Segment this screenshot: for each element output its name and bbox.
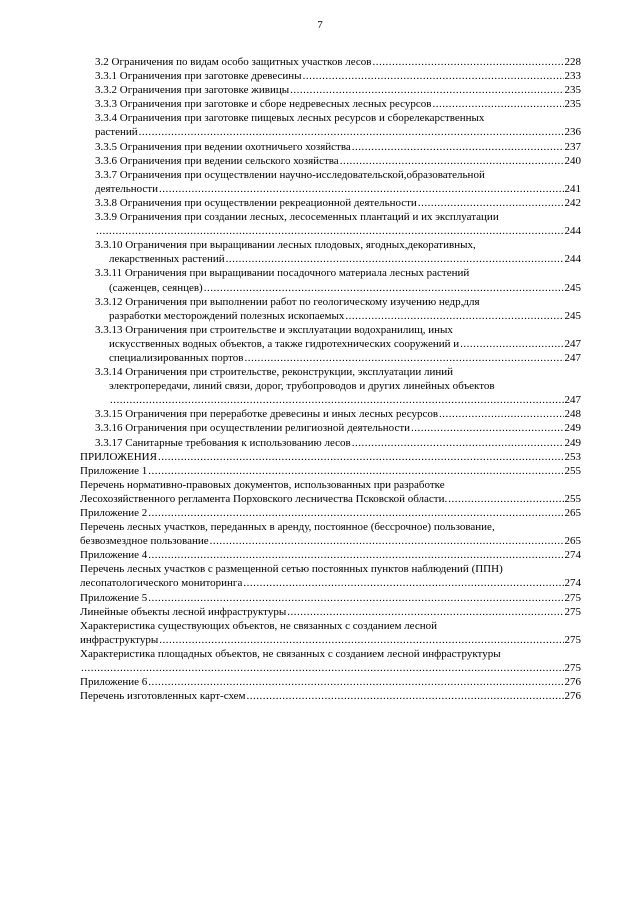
toc-entry-page: 274 bbox=[564, 549, 581, 562]
toc-entry-page: 244 bbox=[564, 225, 581, 238]
toc-entry-title: искусственных водных объектов, а также гидротехнических сооружений и bbox=[109, 337, 460, 350]
dot-leader bbox=[303, 69, 564, 83]
toc-entry bbox=[80, 421, 581, 435]
toc-entry bbox=[80, 576, 581, 590]
toc-entry bbox=[80, 407, 581, 421]
dot-leader bbox=[148, 506, 563, 520]
toc-entry-page: 247 bbox=[564, 351, 581, 364]
toc-entry bbox=[80, 506, 581, 520]
toc-entry-title: Приложение 4 bbox=[80, 549, 148, 562]
dot-leader bbox=[287, 605, 563, 619]
toc-entry-page: 276 bbox=[564, 676, 581, 689]
toc-entry bbox=[80, 365, 581, 379]
toc-entry bbox=[80, 478, 581, 492]
dot-leader bbox=[345, 309, 563, 323]
dot-leader bbox=[226, 252, 564, 266]
toc-entry-title: специализированных портов bbox=[109, 351, 244, 364]
toc-entry-title: Перечень изготовленных карт-схем bbox=[80, 690, 246, 703]
toc-entry bbox=[80, 140, 581, 154]
toc-entry bbox=[80, 450, 581, 464]
toc-entry-page: 255 bbox=[564, 464, 581, 477]
toc-entry-title: разработки месторождений полезных ископаемых bbox=[109, 309, 345, 322]
toc-entry bbox=[80, 464, 581, 478]
toc-entry-page: 237 bbox=[564, 140, 581, 153]
dot-leader bbox=[81, 661, 564, 675]
toc-entry-title: лекарственных растений bbox=[109, 253, 225, 266]
toc-entry-page: 248 bbox=[564, 408, 581, 421]
toc-entry-title: 3.3.12 Ограничения при выполнении работ по геологическому изучению недр,для bbox=[95, 295, 480, 308]
dot-leader bbox=[373, 55, 564, 69]
toc-entry-page: 275 bbox=[564, 605, 581, 618]
toc-entry bbox=[80, 562, 581, 576]
table-of-contents bbox=[80, 55, 581, 703]
dot-leader bbox=[244, 351, 563, 365]
toc-entry-title: Приложение 2 bbox=[80, 507, 148, 519]
dot-leader bbox=[418, 196, 564, 210]
toc-entry bbox=[80, 379, 581, 393]
dot-leader bbox=[439, 407, 563, 421]
toc-entry bbox=[80, 83, 581, 97]
toc-entry-page: 241 bbox=[564, 182, 581, 195]
toc-entry bbox=[80, 252, 581, 266]
toc-entry bbox=[80, 548, 581, 562]
toc-entry-page: 247 bbox=[564, 337, 581, 350]
toc-entry bbox=[80, 69, 581, 83]
toc-entry bbox=[80, 125, 581, 139]
toc-entry-title: 3.3.9 Ограничения при создании лесных, лесосеменных плантаций и их эксплуатации bbox=[95, 211, 499, 224]
dot-leader bbox=[352, 140, 564, 154]
toc-entry bbox=[80, 266, 581, 280]
toc-entry-page: 276 bbox=[564, 690, 581, 703]
dot-leader bbox=[411, 421, 563, 435]
dot-leader bbox=[432, 97, 563, 111]
toc-entry-page: 247 bbox=[564, 394, 581, 407]
toc-entry bbox=[80, 534, 581, 548]
toc-entry-page: 228 bbox=[564, 56, 581, 68]
toc-entry-page: 233 bbox=[564, 70, 581, 83]
dot-leader bbox=[148, 464, 563, 478]
dot-leader bbox=[247, 689, 564, 703]
dot-leader bbox=[340, 154, 564, 168]
toc-entry-title: (саженцев, сеянцев) bbox=[109, 281, 203, 294]
toc-entry-title: Приложение 1 bbox=[80, 464, 148, 477]
toc-entry-title: 3.3.1 Ограничения при заготовке древесины bbox=[95, 70, 302, 83]
toc-entry-title: 3.3.7 Ограничения при осуществлении научно-исследовательской,образовательной bbox=[95, 168, 485, 181]
dot-leader bbox=[148, 675, 563, 689]
toc-entry bbox=[80, 196, 581, 210]
toc-entry bbox=[80, 436, 581, 450]
toc-entry bbox=[80, 55, 581, 69]
toc-entry-title: 3.3.14 Ограничения при строительстве, реконструкции, эксплуатации линий bbox=[95, 366, 453, 379]
toc-entry-page: 265 bbox=[564, 507, 581, 519]
toc-entry-title: Перечень нормативно-правовых документов, использованных при разработке bbox=[80, 478, 445, 491]
dot-leader bbox=[290, 83, 563, 97]
dot-leader bbox=[159, 633, 563, 647]
page-number: 7 bbox=[317, 19, 323, 31]
toc-entry-page: 275 bbox=[564, 662, 581, 675]
toc-entry-page: 253 bbox=[564, 450, 581, 463]
toc-entry-title: 3.3.5 Ограничения при ведении охотничьего хозяйства bbox=[95, 140, 351, 153]
toc-entry bbox=[80, 182, 581, 196]
dot-leader bbox=[352, 436, 564, 450]
dot-leader bbox=[148, 591, 563, 605]
toc-entry-page: 265 bbox=[564, 535, 581, 548]
toc-entry bbox=[80, 238, 581, 252]
dot-leader bbox=[243, 576, 563, 590]
toc-entry-page: 245 bbox=[564, 281, 581, 294]
toc-entry-title: Перечень лесных участков, переданных в аренду, постоянное (бессрочное) пользование, bbox=[80, 521, 495, 534]
toc-entry-title: Перечень лесных участков с размещенной сетью постоянных пунктов наблюдений (ППН) bbox=[80, 563, 503, 576]
toc-entry-page: 242 bbox=[564, 196, 581, 209]
toc-entry-page: 236 bbox=[564, 126, 581, 139]
toc-entry bbox=[80, 111, 581, 125]
dot-leader bbox=[110, 393, 564, 407]
toc-entry-title: лесопатологического мониторинга bbox=[80, 577, 243, 590]
toc-entry-page: 244 bbox=[564, 253, 581, 266]
toc-entry-title: 3.3.8 Ограничения при осуществлении рекреационной деятельности bbox=[95, 196, 417, 209]
toc-entry-page: 240 bbox=[564, 154, 581, 167]
toc-entry-page: 255 bbox=[564, 492, 581, 505]
toc-entry bbox=[80, 492, 581, 506]
toc-entry-title: инфраструктуры bbox=[80, 633, 159, 646]
toc-entry bbox=[80, 689, 581, 703]
toc-entry-title: 3.3.15 Ограничения при переработке древесины и иных лесных ресурсов bbox=[95, 408, 439, 421]
toc-entry bbox=[80, 281, 581, 295]
toc-entry-title: 3.3.11 Ограничения при выращивании посадочного материала лесных растений bbox=[95, 267, 470, 280]
toc-entry bbox=[80, 605, 581, 619]
toc-entry-title: 3.3.2 Ограничения при заготовке живицы bbox=[95, 84, 290, 97]
toc-entry bbox=[80, 675, 581, 689]
toc-entry-title: растений bbox=[95, 126, 138, 139]
toc-entry-title: безвозмездное пользование bbox=[80, 535, 209, 548]
dot-leader bbox=[210, 534, 564, 548]
toc-entry-title: Лесохозяйственного регламента Порховского лесничества Псковской области. bbox=[80, 492, 448, 505]
dot-leader bbox=[96, 224, 564, 238]
dot-leader bbox=[158, 450, 564, 464]
toc-entry-page: 275 bbox=[564, 633, 581, 646]
toc-entry-title: 3.3.4 Ограничения при заготовке пищевых лесных ресурсов и сборелекарственных bbox=[95, 112, 485, 125]
dot-leader bbox=[159, 182, 564, 196]
toc-entry-page: 274 bbox=[564, 577, 581, 590]
toc-entry-title: Характеристика площадных объектов, не связанных с созданием лесной инфраструктуры bbox=[80, 647, 501, 660]
toc-entry-title: Характеристика существующих объектов, не связанных с созданием лесной bbox=[80, 619, 437, 632]
toc-entry-title: 3.3.6 Ограничения при ведении сельского хозяйства bbox=[95, 154, 339, 167]
toc-entry-title: 3.3.10 Ограничения при выращивании лесных плодовых, ягодных,декоративных, bbox=[95, 239, 476, 252]
toc-entry-title: 3.3.16 Ограничения при осуществлении религиозной деятельности bbox=[95, 422, 411, 435]
toc-entry bbox=[80, 224, 581, 238]
toc-entry bbox=[80, 647, 581, 661]
toc-entry-title: ПРИЛОЖЕНИЯ bbox=[80, 450, 157, 463]
toc-entry bbox=[80, 295, 581, 309]
toc-entry-title: Приложение 6 bbox=[80, 676, 148, 689]
toc-entry-page: 235 bbox=[564, 84, 581, 97]
toc-entry bbox=[80, 309, 581, 323]
dot-leader bbox=[460, 337, 563, 351]
toc-entry-title: Линейные объекты лесной инфраструктуры bbox=[80, 605, 287, 618]
toc-entry-title: 3.2 Ограничения по видам особо защитных участков лесов bbox=[95, 56, 372, 68]
toc-entry bbox=[80, 520, 581, 534]
toc-entry bbox=[80, 168, 581, 182]
toc-entry-page: 249 bbox=[564, 422, 581, 435]
toc-entry bbox=[80, 351, 581, 365]
toc-entry-title: Приложение 5 bbox=[80, 591, 148, 604]
toc-entry-page: 235 bbox=[564, 98, 581, 111]
toc-entry bbox=[80, 393, 581, 407]
toc-entry-page: 249 bbox=[564, 436, 581, 449]
toc-entry bbox=[80, 154, 581, 168]
toc-entry bbox=[80, 619, 581, 633]
dot-leader bbox=[204, 281, 564, 295]
toc-entry-title: электропередачи, линий связи, дорог, трубопроводов и других линейных объектов bbox=[109, 380, 495, 393]
toc-entry-title: 3.3.13 Ограничения при строительстве и эксплуатации водохранилищ, иных bbox=[95, 323, 453, 336]
toc-entry bbox=[80, 210, 581, 224]
toc-entry-title: 3.3.3 Ограничения при заготовке и сборе недревесных лесных ресурсов bbox=[95, 98, 432, 111]
toc-entry-title: 3.3.17 Санитарные требования к использованию лесов bbox=[95, 436, 351, 449]
toc-entry bbox=[80, 337, 581, 351]
toc-entry-title: деятельности bbox=[95, 182, 158, 195]
toc-entry bbox=[80, 323, 581, 337]
toc-entry bbox=[80, 591, 581, 605]
toc-entry bbox=[80, 661, 581, 675]
dot-leader bbox=[448, 492, 563, 506]
toc-entry-page: 275 bbox=[564, 591, 581, 604]
toc-entry bbox=[80, 633, 581, 647]
toc-entry bbox=[80, 97, 581, 111]
dot-leader bbox=[148, 548, 563, 562]
toc-entry-page: 245 bbox=[564, 309, 581, 322]
dot-leader bbox=[139, 125, 564, 139]
